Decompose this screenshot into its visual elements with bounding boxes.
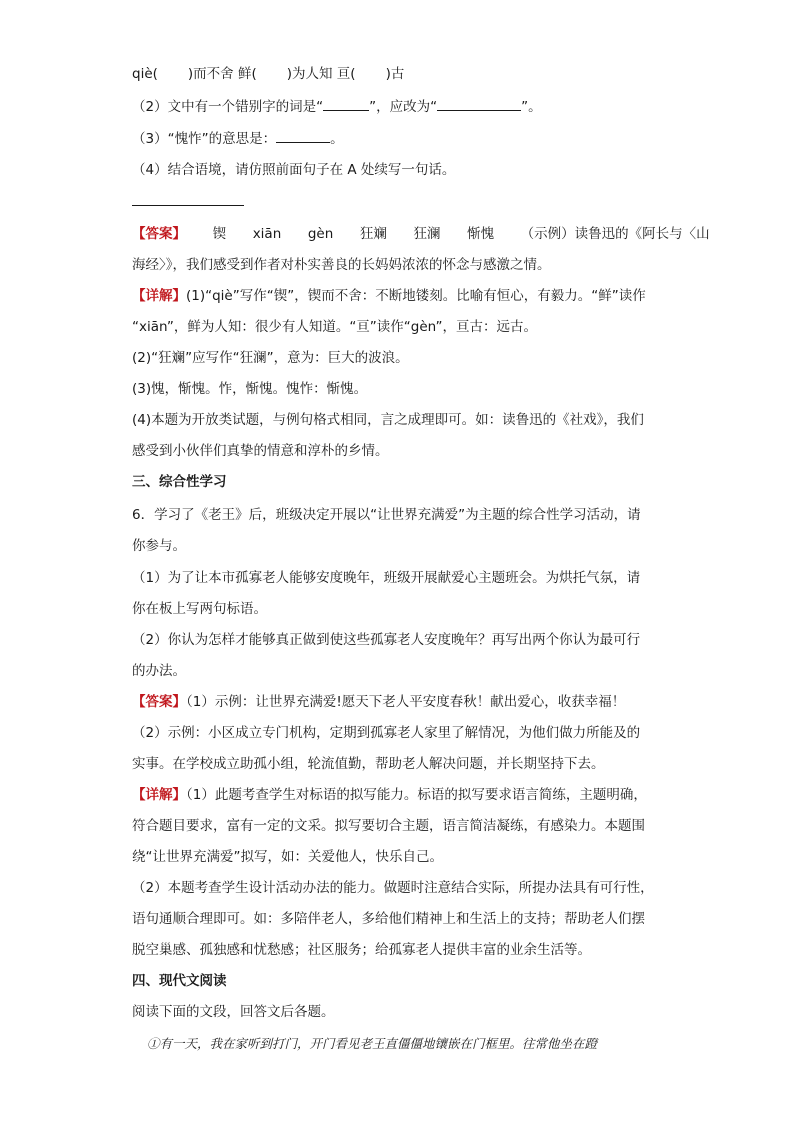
separator-line bbox=[132, 205, 244, 206]
q5-sub4: （4）结合语境，请仿照前面句子在 A 处续写一句话。 bbox=[132, 162, 456, 178]
q6-line1: 6．学习了《老王》后，班级决定开展以“让世界充满爱”为主题的综合性学习活动，请 bbox=[132, 507, 641, 523]
q6-line2: 你参与。 bbox=[132, 538, 186, 554]
answer6-line1: 【答案】（1）示例：让世界充满爱!愿天下老人平安度春秋！献出爱心，收获幸福！ bbox=[132, 694, 626, 710]
answer-blank[interactable] bbox=[276, 129, 330, 143]
answer-blank[interactable] bbox=[323, 97, 369, 111]
section4-heading: 四、现代文阅读 bbox=[132, 973, 227, 989]
q6-sub2-line1: （2）你认为怎样才能够真正做到使这些孤寡老人安度晚年？再写出两个你认为最可行 bbox=[132, 632, 641, 648]
detail-tag: 【详解】 bbox=[132, 288, 186, 304]
answer-tag: 【答案】 bbox=[132, 694, 186, 710]
detail5-line4: (3)愧，惭愧。怍，惭愧。愧怍：惭愧。 bbox=[132, 381, 368, 397]
detail6-line5: 语句通顺合理即可。如：多陪伴老人，多给他们精神上和生活上的支持；帮助老人们摆 bbox=[132, 911, 645, 927]
q5-sub2: （2）文中有一个错别字的词是“ ”，应改为“ ”。 bbox=[132, 99, 542, 115]
detail-tag: 【详解】 bbox=[132, 787, 186, 803]
q5-pinyin-line: qiè( )而不舍 鲜( )为人知 亘( )古 bbox=[132, 66, 405, 82]
q6-sub1-line1: （1）为了让本市孤寡老人能够安度晚年，班级开展献爱心主题班会。为烘托气氛，请 bbox=[132, 570, 641, 586]
section4-intro: 阅读下面的文段，回答文后各题。 bbox=[132, 1004, 335, 1020]
section3-heading: 三、综合性学习 bbox=[132, 474, 227, 490]
answer5-line2: 海经〉》，我们感受到作者对朴实善良的长妈妈浓浓的怀念与感激之情。 bbox=[132, 257, 551, 273]
answer6-line2: （2）示例：小区成立专门机构，定期到孤寡老人家里了解情况，为他们做力所能及的 bbox=[132, 725, 641, 741]
answer-tag: 【答案】 bbox=[132, 226, 186, 242]
answer-blank[interactable] bbox=[437, 97, 521, 111]
detail5-line2: “xiān”，鲜为人知：很少有人知道。“亘”读作“gèn”，亘古：远古。 bbox=[132, 319, 537, 335]
q6-sub2-line2: 的办法。 bbox=[132, 663, 186, 679]
detail5-line1: 【详解】(1)“qiè”写作“锲”，锲而不舍：不断地镂刻。比喻有恒心，有毅力。“鲜”读作 bbox=[132, 288, 646, 304]
detail5-line6: 感受到小伙伴们真挚的情意和淳朴的乡情。 bbox=[132, 443, 389, 459]
detail5-line5: (4)本题为开放类试题，与例句格式相同，言之成理即可。如：读鲁迅的《社戏》，我们 bbox=[132, 412, 644, 428]
q5-sub3: （3）“愧怍”的意思是： 。 bbox=[132, 131, 344, 147]
q6-sub1-line2: 你在板上写两句标语。 bbox=[132, 601, 267, 617]
reading-paragraph-1: ①有一天，我在家听到打门，开门看见老王直僵僵地镶嵌在门框里。往常他坐在蹬 bbox=[147, 1036, 598, 1051]
detail6-line2: 符合题目要求，富有一定的文采。拟写要切合主题，语言简洁凝练，有感染力。本题围 bbox=[132, 818, 645, 834]
answer6-line3: 实事。在学校成立助孤小组，轮流值勤，帮助老人解决问题，并长期坚持下去。 bbox=[132, 756, 605, 772]
detail6-line1: 【详解】（1）此题考查学生对标语的拟写能力。标语的拟写要求语言简练，主题明确， bbox=[132, 787, 647, 803]
answer5-line1: 【答案】 锲 xiān gèn 狂斓 狂澜 惭愧 （示例）读鲁迅的《阿长与〈山 bbox=[132, 226, 710, 242]
detail5-line3: (2)“狂斓”应写作“狂澜”，意为：巨大的波浪。 bbox=[132, 350, 409, 366]
detail6-line3: 绕“让世界充满爱”拟写，如：关爱他人，快乐自己。 bbox=[132, 849, 443, 865]
detail6-line4: （2）本题考查学生设计活动办法的能力。做题时注意结合实际，所提办法具有可行性， bbox=[132, 880, 654, 896]
detail6-line6: 脱空巢感、孤独感和忧愁感；社区服务；给孤寡老人提供丰富的业余生活等。 bbox=[132, 942, 591, 958]
